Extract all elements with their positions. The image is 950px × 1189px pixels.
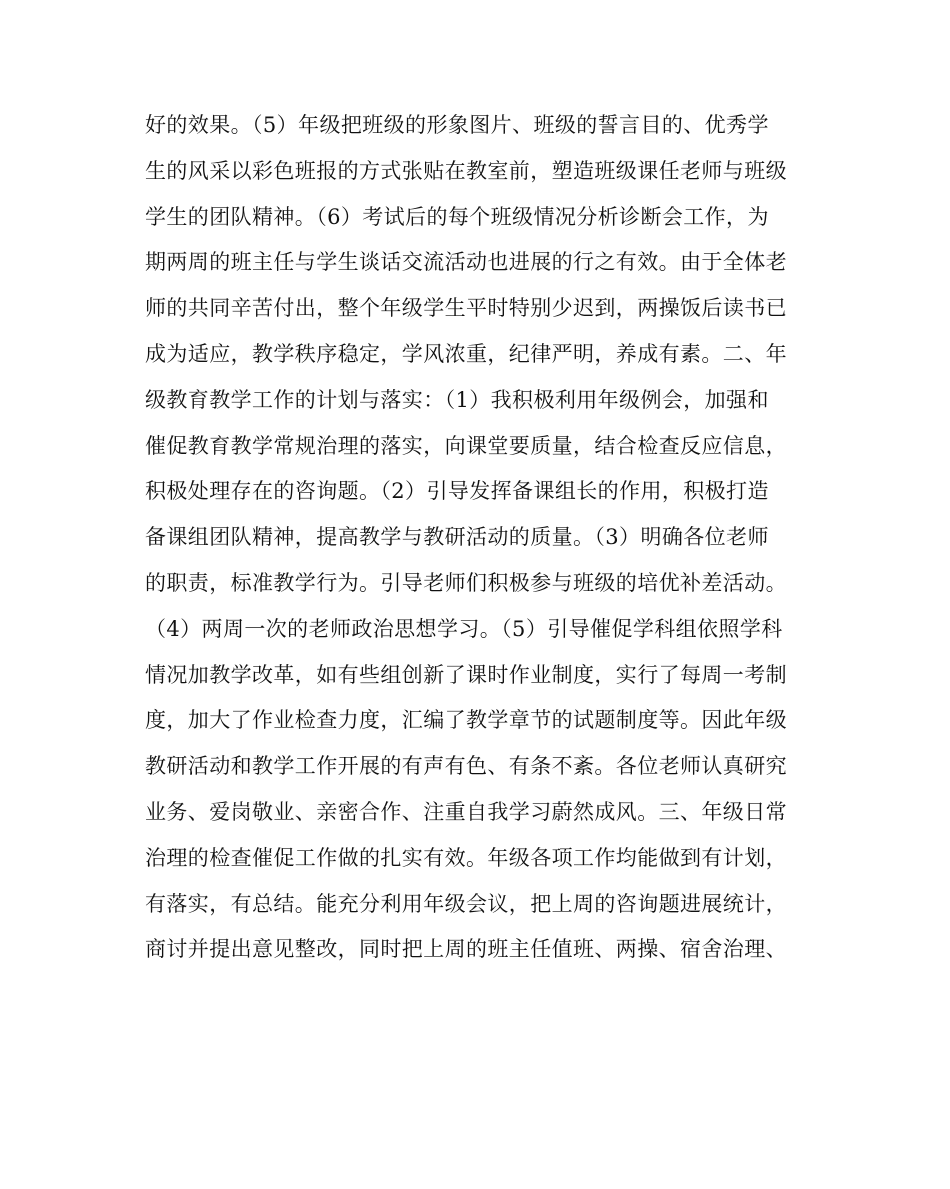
text-line: 催促教育教学常规治理的落实，向课堂要质量，结合检查反应信息， (145, 433, 787, 458)
text-line: （4）两周一次的老师政治思想学习。（5）引导催促学科组依照学科 (145, 616, 783, 641)
text-line: 情况加教学改革，如有些组创新了课时作业制度，实行了每周一考制 (145, 662, 787, 687)
text-line: 级教育教学工作的计划与落实：（1）我积极利用年级例会，加强和 (145, 387, 769, 412)
text-line: 生的风采以彩色班报的方式张贴在教室前，塑造班级课任老师与班级 (145, 158, 787, 183)
text-line: 学生的团队精神。（6）考试后的每个班级情况分析诊断会工作，为 (145, 204, 769, 229)
text-line: 度，加大了作业检查力度，汇编了教学章节的试题制度等。因此年级 (145, 708, 787, 733)
text-line: 教研活动和教学工作开展的有声有色、有条不紊。各位老师认真研究 (145, 754, 787, 779)
text-line: 业务、爱岗敬业、亲密合作、注重自我学习蔚然成风。三、年级日常 (145, 799, 787, 824)
text-line: 的职责，标准教学行为。引导老师们积极参与班级的培优补差活动。 (145, 570, 787, 595)
text-line: 有落实，有总结。能充分利用年级会议，把上周的咨询题进展统计， (145, 891, 787, 916)
text-line: 商讨并提出意见整改，同时把上周的班主任值班、两操、宿舍治理、 (145, 937, 787, 962)
text-line: 师的共同辛苦付出，整个年级学生平时特别少迟到，两操饭后读书已 (145, 296, 787, 321)
text-line: 好的效果。（5）年级把班级的形象图片、班级的誓言目的、优秀学 (145, 113, 769, 137)
text-line: 备课组团队精神，提高教学与教研活动的质量。（3）明确各位老师 (145, 525, 769, 550)
body-text (145, 103, 805, 973)
text-line: 治理的检查催促工作做的扎实有效。年级各项工作均能做到有计划， (145, 845, 787, 870)
text-line: 成为适应，教学秩序稳定，学风浓重，纪律严明，养成有素。二、年 (145, 341, 787, 366)
text-line: 积极处理存在的咨询题。（2）引导发挥备课组长的作用，积极打造 (145, 479, 769, 504)
text-line: 期两周的班主任与学生谈话交流活动也进展的行之有效。由于全体老 (145, 250, 787, 275)
